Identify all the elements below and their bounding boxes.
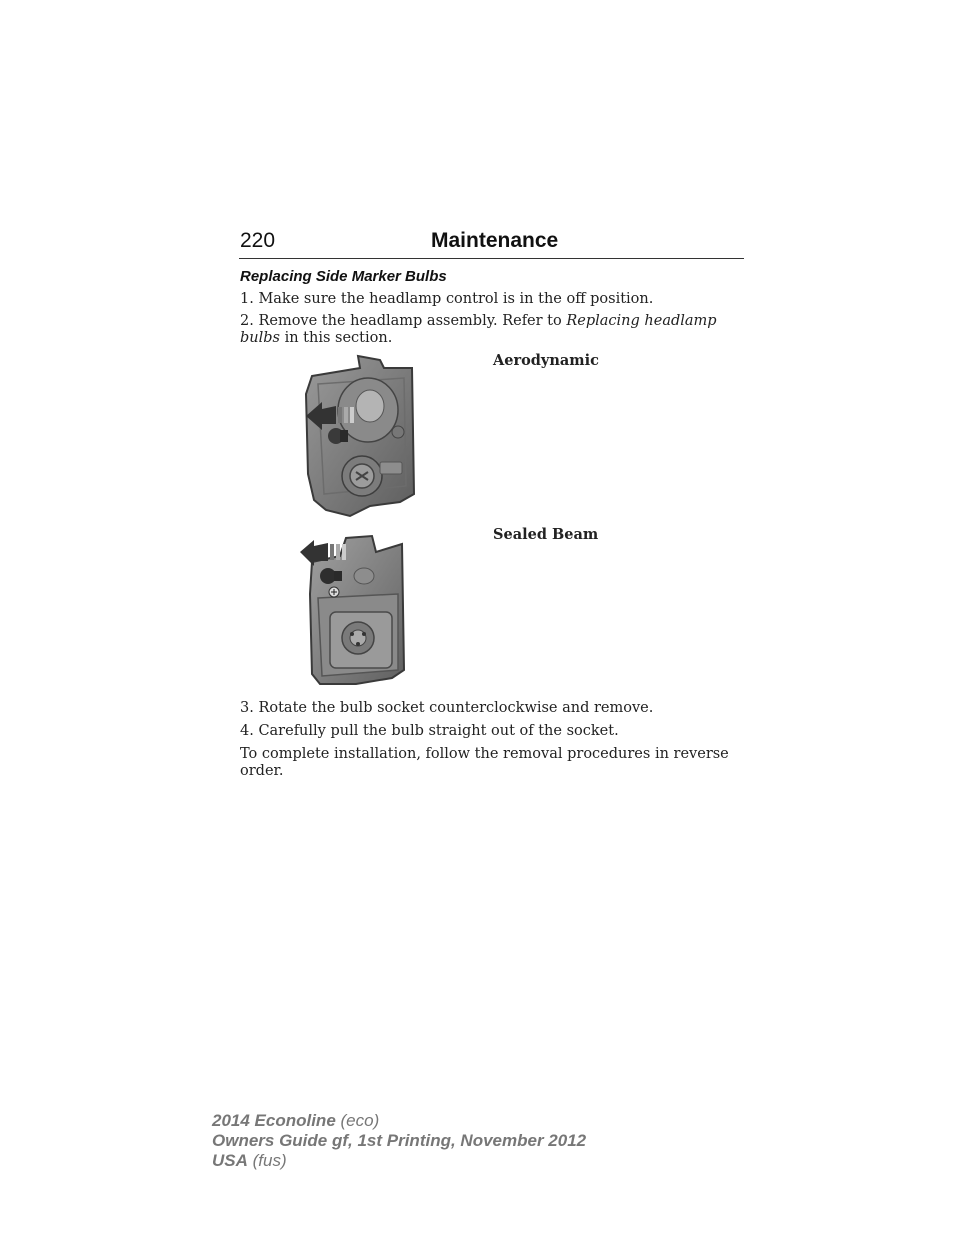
step-3: 3. Rotate the bulb socket counterclockwise and remove.: [240, 700, 654, 716]
step-4: 4. Carefully pull the bulb straight out of the socket.: [240, 723, 619, 739]
footer-line-2: Owners Guide gf, 1st Printing, November 2012: [212, 1131, 587, 1150]
chapter-title: Maintenance: [431, 229, 559, 252]
sealed-beam-headlamp-illustration: [296, 534, 412, 686]
aerodynamic-headlamp-illustration: [300, 354, 420, 520]
section-title: Replacing Side Marker Bulbs: [240, 268, 447, 285]
header-divider: [239, 258, 744, 259]
step-2: [240, 313, 744, 347]
step-2-suffix: in this section.: [279, 330, 393, 346]
step-2-prefix: 2. Remove the headlamp assembly. Refer to: [240, 313, 567, 329]
step-1: 1. Make sure the headlamp control is in the off position.: [240, 291, 654, 307]
footer-line-1: 2014 Econoline (eco): [212, 1111, 380, 1130]
step-2-reference: Replacing headlamp bulbs: [240, 313, 717, 346]
figure-caption-aerodynamic: Aerodynamic: [493, 352, 599, 369]
footer-line-3: USA (fus): [212, 1151, 287, 1170]
figure-caption-sealed-beam: Sealed Beam: [493, 526, 599, 543]
page-footer: [212, 1111, 586, 1171]
closing-note: To complete installation, follow the removal procedures in reverse order.: [240, 746, 729, 779]
page-number: 220: [240, 229, 276, 252]
